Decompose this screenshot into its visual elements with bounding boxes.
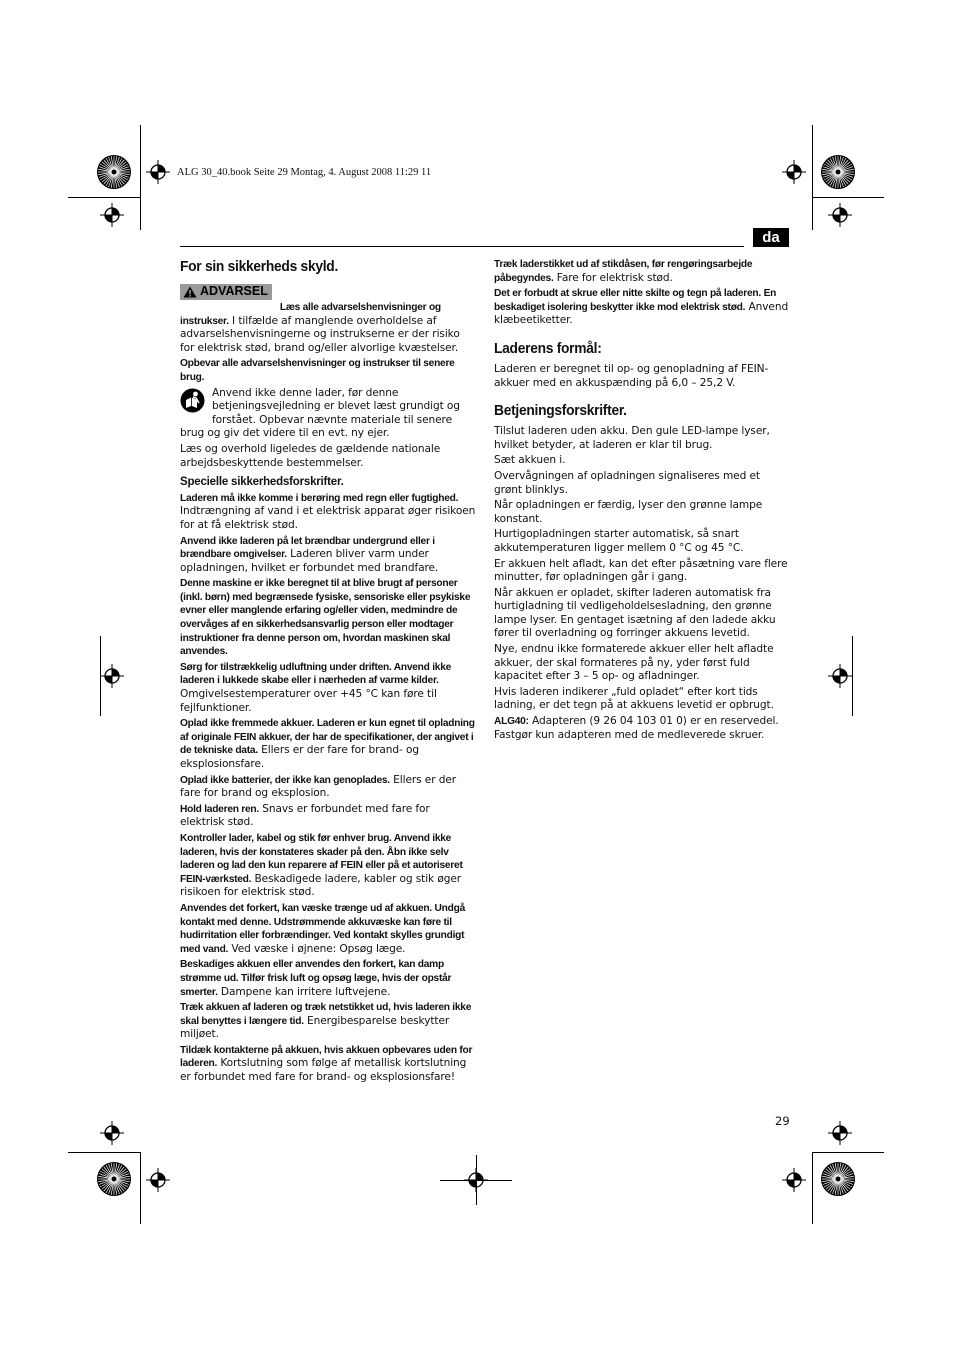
- operating-paragraph: Er akkuen helt afladt, kan det efter påsætning vare flere minutter, før opladningen går i gang.: [494, 557, 788, 584]
- registration-star-icon: [820, 154, 856, 190]
- crop-line: [140, 125, 141, 230]
- crop-line: [440, 1180, 512, 1181]
- safety-item-bold: Anvend ikke laderen på let brændbar undergrund eller i brændbare omgivelser.: [180, 535, 435, 561]
- left-column: [180, 258, 476, 1087]
- registration-star-icon: [96, 1161, 132, 1197]
- safety-item-text: Ellers er der fare for brand- og eksplosionsfare.: [180, 744, 420, 770]
- operating-paragraph: Sæt akkuen i.: [494, 454, 566, 467]
- safety-item-bold: Det er forbudt at skrue eller nitte skilte og tegn på laderen. En beskadiget isolering beskytter ikke mod elektrisk stød.: [494, 288, 777, 313]
- operating-paragraph: Tilslut laderen uden akku. Den gule LED-lampe lyser, hvilket betyder, at laderen er klar til brug.: [494, 425, 770, 451]
- safety-item: [180, 1001, 476, 1042]
- operating-paragraph: Hvis laderen indikerer „fuld opladet“ efter kort tids ladning, er det tegn på at akkuens levetid er opbrugt.: [494, 685, 774, 712]
- crop-line: [100, 636, 101, 716]
- registration-star-icon: [820, 1161, 856, 1197]
- page-number: 29: [775, 1114, 790, 1128]
- operating-paragraph: Hurtigopladningen starter automatisk, så snart akkutemperaturen ligger mellem 0 °C og 45 °C.: [494, 528, 744, 554]
- crop-line: [812, 1152, 813, 1224]
- safety-item-text: Ved væske i øjnene: Opsøg læge.: [228, 942, 406, 955]
- safety-item: [180, 1044, 476, 1085]
- manual-text: Anvend ikke denne lader, før denne betjeningsvejledning er blevet læst grundigt og forstået. Opbevar nævnte materiale til senere brug og giv det videre til en evt. ny ejer.: [180, 386, 460, 440]
- safety-item-text: Ellers er der fare for brand og eksplosion.: [180, 773, 457, 800]
- safety-item: [180, 577, 476, 659]
- safety-item: [180, 902, 476, 956]
- safety-item-text: Anvend klæbeetiketter.: [494, 300, 789, 327]
- crop-line: [140, 1179, 141, 1180]
- safety-item-bold: Tildæk kontakterne på akkuen, hvis akkuen opbevares uden for laderen.: [180, 1044, 473, 1070]
- operating-paragraph: Overvågningen af opladningen signaliseres med et grønt blinklys.: [494, 469, 760, 496]
- crop-line: [812, 125, 813, 230]
- registration-cross-icon: [828, 664, 852, 688]
- crop-line: [812, 1152, 884, 1153]
- special-safety-heading: Specielle sikkerhedsforskrifter.: [180, 476, 344, 489]
- safety-item-text: Indtrængning af vand i et elektrisk apparat øger risikoen for at få elektrisk stød.: [180, 505, 476, 531]
- safety-item: [180, 774, 476, 801]
- safety-item-bold: Træk laderstikket ud af stikdåsen, før rengøringsarbejde påbegyndes.: [494, 259, 753, 284]
- registration-star-icon: [96, 154, 132, 190]
- safety-item-bold: Oplad ikke batterier, der ikke kan genoplades.: [180, 774, 390, 786]
- registration-cross-icon: [100, 664, 124, 688]
- print-header-line: ALG 30_40.book Seite 29 Montag, 4. August 2008 11:29 11: [177, 167, 432, 178]
- operating-instructions: [494, 425, 790, 713]
- registration-cross-icon: [100, 1121, 124, 1145]
- registration-cross-icon: [782, 1168, 806, 1192]
- warning-block: [180, 281, 476, 357]
- right-column: [494, 258, 790, 744]
- safety-item-text: Kortslutning som følge af metallisk kortslutning er forbundet med fare for brand- og eksplosionsfare!: [180, 1057, 467, 1084]
- safety-item-bold: Denne maskine er ikke beregnet til at blive brugt af personer (inkl. børn) med begrænsede fysiske, sensoriske eller psykiske evner eller manglende erfaring og/eller viden, medmindre de overvåges af en sikkerhedsansvarlig person eller modtager instruktioner fra denne person om, hvordan maskinen skal anvendes.: [180, 578, 471, 658]
- safety-item: [180, 535, 476, 576]
- header-rule: [180, 246, 744, 247]
- safety-item: [180, 492, 476, 533]
- safety-item-text: Energibesparelse beskytter miljøet.: [180, 1014, 450, 1041]
- safety-item-text: Omgivelsestemperaturer over +45 °C kan føre til fejlfunktioner.: [180, 688, 437, 714]
- safety-item-bold: Kontroller lader, kabel og stik før enhver brug. Anvend ikke laderen, hvis der konstateres skader på den. Åbn ikke selv laderen og lad den kun reparere af FEIN eller på et autoriseret FEIN-værksted.: [180, 832, 463, 885]
- safety-item: [180, 661, 476, 715]
- manual-block: [180, 387, 476, 443]
- safety-item: [494, 258, 790, 285]
- registration-cross-icon: [828, 1121, 852, 1145]
- operating-paragraph: Når akkuen er opladet, skifter laderen automatisk fra hurtigladning til vedligeholdelsesladning, den grønne lampe lyser. En gentaget isætning af den ladede akku fører til overladning og forringer akkuens levetid.: [494, 586, 776, 640]
- operating-title: Betjeningsforskrifter.: [494, 402, 627, 420]
- alg40-text: Adapteren (9 26 04 103 01 0) er en reservedel. Fastgør kun adapteren med de medleverede skruer.: [494, 715, 779, 741]
- special-safety-list: [180, 492, 476, 1085]
- safety-item: [494, 287, 790, 328]
- registration-cross-icon: [782, 160, 806, 184]
- safety-title: For sin sikkerheds skyld.: [180, 258, 339, 275]
- safety-item-text: Snavs er forbundet med fare for elektrisk stød.: [180, 802, 430, 829]
- safety-item-text: Dampene kan irritere luftvejene.: [217, 985, 391, 998]
- warning-text: I tilfælde af manglende overholdelse af advarselshenvisningerne og instrukserne er der risiko for elektrisk stød, brand og/eller alvorlige kvæstelser.: [180, 314, 460, 354]
- warning-bold: Læs alle advarselshenvisninger og instrukser.: [180, 302, 441, 327]
- registration-cross-icon: [146, 1168, 170, 1192]
- safety-item-bold: Beskadiges akkuen eller anvendes den forkert, kan damp strømme ud. Tilfør frisk luft og opsøg læge, hvis der opstår smerter.: [180, 959, 452, 998]
- safety-item-bold: Laderen må ikke komme i berøring med regn eller fugtighed.: [180, 492, 459, 504]
- alg40-label: ALG40:: [494, 716, 529, 728]
- safety-item-text: Beskadigede ladere, kabler og stik øger risikoen for elektrisk stød.: [180, 872, 462, 899]
- purpose-title: Laderens formål:: [494, 339, 602, 357]
- regulations-text: Læs og overhold ligeledes de gældende nationale arbejdsbeskyttende bestemmelser.: [180, 442, 441, 469]
- operating-paragraph: Nye, endnu ikke formaterede akkuer eller helt afladte akkuer, der skal formateres på ny, yder først fuld kapacitet efter 3 – 5 op- og afladninger.: [494, 643, 774, 683]
- safety-item: [180, 958, 476, 999]
- purpose-text: Laderen er beregnet til op- og genopladning af FEIN-akkuer med en akkuspænding på 6,0 – 25,2 V.: [494, 362, 769, 389]
- crop-line: [68, 197, 140, 198]
- keep-instructions: Opbevar alle advarselshenvisninger og instrukser til senere brug.: [180, 358, 455, 383]
- safety-item-bold: Træk akkuen af laderen og træk netstikket ud, hvis laderen ikke skal benyttes i længere tid.: [180, 1002, 472, 1027]
- warning-triangle-icon: [183, 286, 197, 298]
- safety-item: [180, 832, 476, 900]
- warning-badge: [180, 284, 272, 300]
- safety-item: [180, 717, 476, 771]
- safety-item-text: Laderen bliver varm under opladningen, hvilket er forbundet med brandfare.: [180, 548, 439, 574]
- crop-line: [68, 1152, 140, 1153]
- crop-line: [140, 1152, 141, 1224]
- warning-badge-label: ADVARSEL: [200, 284, 268, 298]
- registration-cross-icon: [100, 203, 124, 227]
- registration-cross-icon: [828, 203, 852, 227]
- safety-item: [180, 803, 476, 830]
- operating-paragraph: Når opladningen er færdig, lyser den grønne lampe konstant.: [494, 499, 763, 525]
- safety-item-text: Fare for elektrisk stød.: [553, 271, 673, 284]
- read-manual-icon: [180, 388, 205, 413]
- safety-item-bold: Anvendes det forkert, kan væske trænge ud af akkuen. Undgå kontakt med denne. Udstrømmende akkuvæske kan føre til hudirritation eller forbrændinger. Ved kontakt skylles grundigt med vand.: [180, 902, 465, 955]
- safety-item-bold: Oplad ikke fremmede akkuer. Laderen er kun egnet til opladning af originale FEIN akkuer, der har de specifikationer, der angivet i de tekniske data.: [180, 718, 475, 757]
- crop-line: [812, 197, 884, 198]
- right-safety-list: [494, 258, 790, 328]
- safety-item-bold: Hold laderen ren.: [180, 803, 259, 815]
- language-tab: da: [753, 228, 789, 247]
- registration-cross-icon: [146, 160, 170, 184]
- safety-item-bold: Sørg for tilstrækkelig udluftning under driften. Anvend ikke laderen i lukkede skabe eller i nærheden af varme kilder.: [180, 661, 452, 687]
- crop-line: [852, 636, 853, 716]
